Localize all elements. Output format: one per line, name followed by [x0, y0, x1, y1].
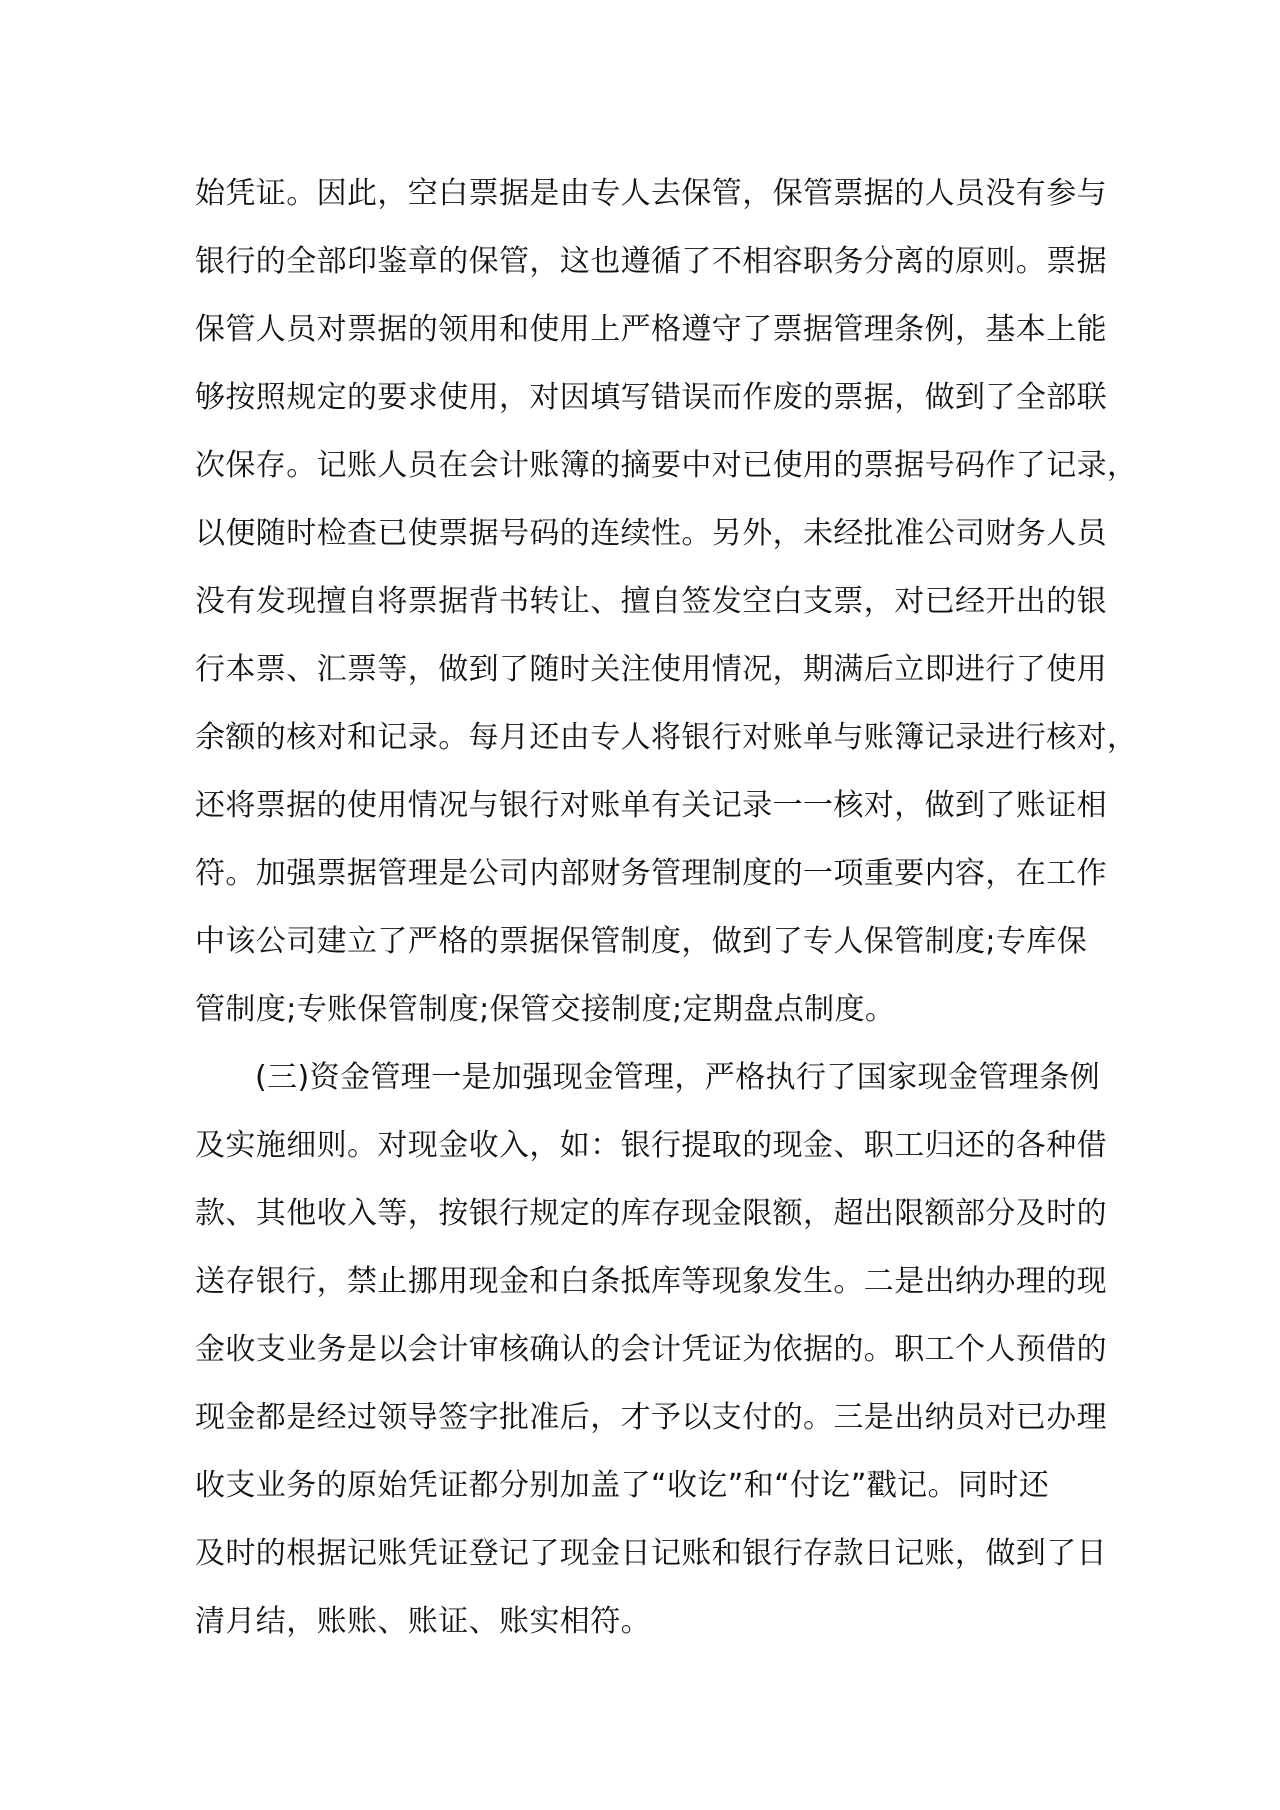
text-line: 还将票据的使用情况与银行对账单有关记录一一核对，做到了账证相: [195, 788, 1107, 823]
text-line: 清月结，账账、账证、账实相符。: [195, 1604, 651, 1639]
text-line: 没有发现擅自将票据背书转让、擅自签发空白支票，对已经开出的银: [195, 584, 1107, 619]
text-line: 符。加强票据管理是公司内部财务管理制度的一项重要内容，在工作: [195, 856, 1107, 891]
text-line: 余额的核对和记录。每月还由专人将银行对账单与账簿记录进行核对，: [195, 720, 1138, 755]
text-line: 够按照规定的要求使用，对因填写错误而作废的票据，做到了全部联: [195, 380, 1107, 415]
text-line: 保管人员对票据的领用和使用上严格遵守了票据管理条例，基本上能: [195, 312, 1107, 347]
text-line: 现金都是经过领导签字批准后，才予以支付的。三是出纳员对已办理: [195, 1400, 1107, 1435]
text-line: 行本票、汇票等，做到了随时关注使用情况，期满后立即进行了使用: [195, 652, 1107, 687]
text-line: 金收支业务是以会计审核确认的会计凭证为依据的。职工个人预借的: [195, 1332, 1107, 1367]
paragraph-bill-management: [195, 160, 1138, 1044]
text-line: 管制度;专账保管制度;保管交接制度;定期盘点制度。: [195, 992, 896, 1027]
text-line: 款、其他收入等，按银行规定的库存现金限额，超出限额部分及时的: [195, 1196, 1107, 1231]
text-line: 送存银行，禁止挪用现金和白条抵库等现象发生。二是出纳办理的现: [195, 1264, 1107, 1299]
text-line: 收支业务的原始凭证都分别加盖了“收讫”和“付讫”戳记。同时还: [195, 1468, 1050, 1503]
paragraph-fund-management: [195, 1044, 1107, 1656]
text-line: 次保存。记账人员在会计账簿的摘要中对已使用的票据号码作了记录，: [195, 448, 1138, 483]
document-body: [195, 160, 1138, 1656]
text-line: 中该公司建立了严格的票据保管制度，做到了专人保管制度;专库保: [195, 924, 1088, 959]
text-line: (三)资金管理一是加强现金管理，严格执行了国家现金管理条例: [255, 1060, 1101, 1095]
text-line: 及实施细则。对现金收入，如：银行提取的现金、职工归还的各种借: [195, 1128, 1107, 1163]
text-line: 以便随时检查已使票据号码的连续性。另外，未经批准公司财务人员: [195, 516, 1107, 551]
text-line: 始凭证。因此，空白票据是由专人去保管，保管票据的人员没有参与: [195, 176, 1107, 211]
text-line: 及时的根据记账凭证登记了现金日记账和银行存款日记账，做到了日: [195, 1536, 1107, 1571]
text-line: 银行的全部印鉴章的保管，这也遵循了不相容职务分离的原则。票据: [195, 244, 1107, 279]
